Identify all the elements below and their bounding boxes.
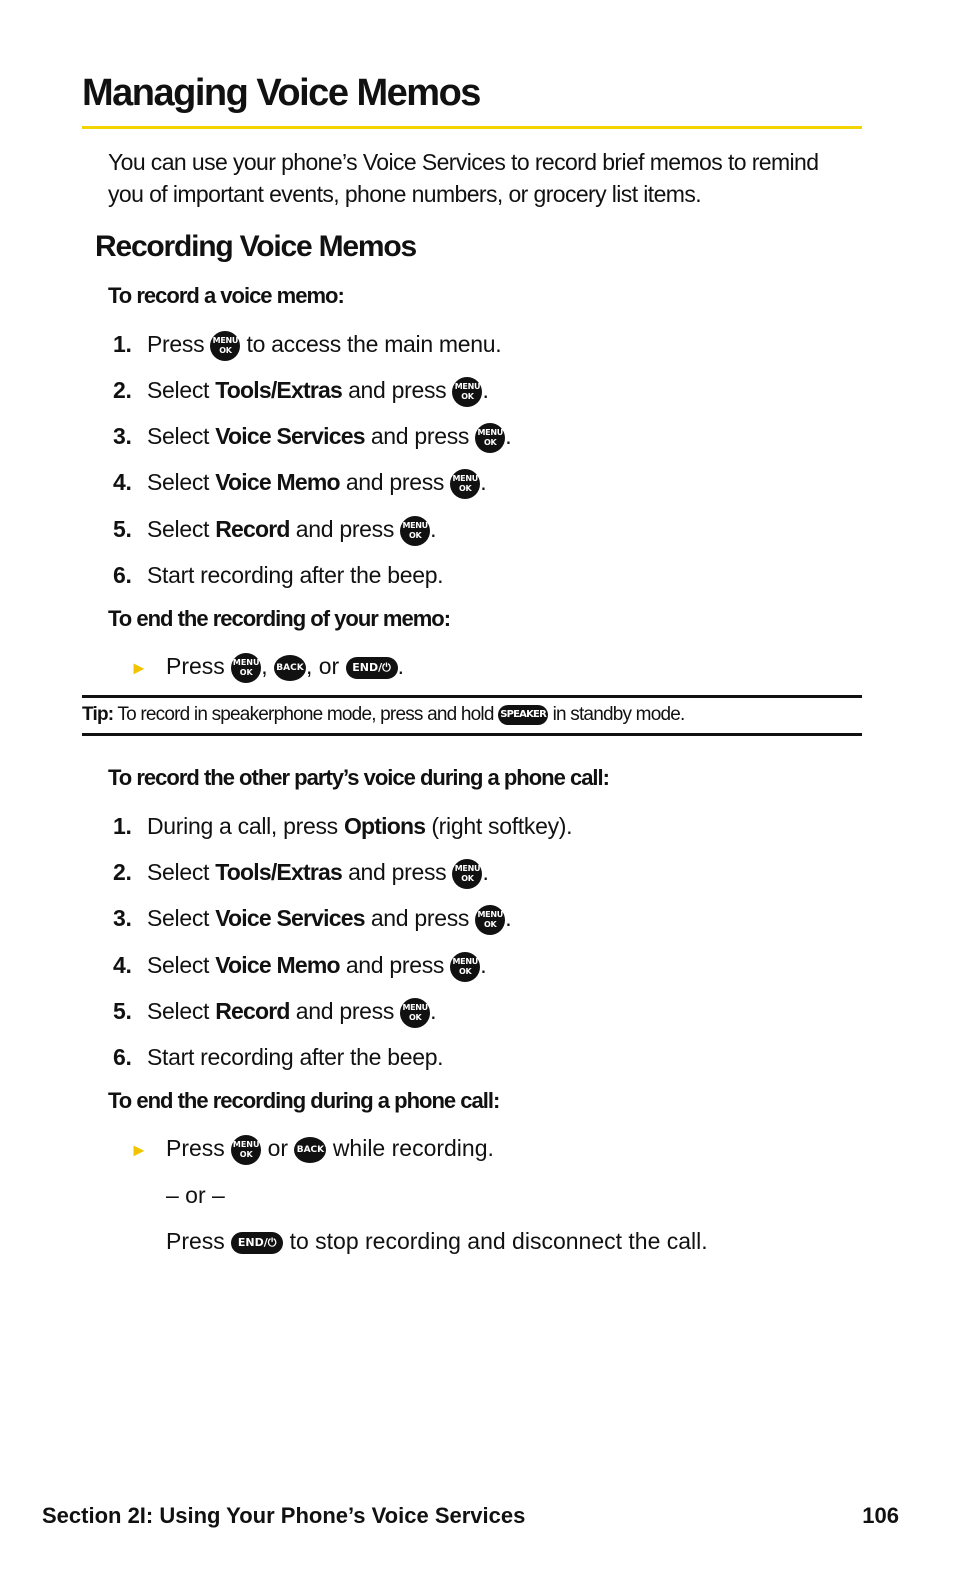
menu-ok-key-icon: MENU OK	[452, 859, 482, 889]
tip-top-rule	[82, 695, 862, 698]
bullet-text: , or	[305, 653, 340, 679]
bullet-text: ,	[261, 653, 268, 679]
title-underline	[82, 126, 862, 129]
step-text: (right softkey).	[431, 813, 573, 839]
end-key-icon: END/⏻	[231, 1232, 283, 1254]
menu-ok-key-icon: MENU OK	[231, 1135, 261, 1165]
step-text: and press	[348, 859, 447, 885]
end-key-icon: END/⏻	[346, 657, 398, 679]
menu-ok-key-icon: MENU OK	[210, 331, 240, 361]
step-number: 2.	[113, 859, 132, 885]
record-heading: To record a voice memo:	[108, 283, 344, 308]
page-title: Managing Voice Memos	[82, 72, 480, 114]
menu-ok-key-icon: MENU OK	[475, 905, 505, 935]
step-number: 4.	[113, 952, 132, 978]
step-text: Select	[147, 423, 210, 449]
tip-bottom-rule	[82, 733, 862, 736]
tip-text: To record in speakerphone mode, press and hold	[117, 704, 494, 725]
call-step-4	[113, 949, 486, 981]
tip-label: Tip:	[82, 704, 114, 725]
step-text: and press	[345, 952, 445, 978]
step-text: Select	[147, 377, 210, 403]
bullet-text: Press	[166, 653, 225, 679]
step-text: .	[430, 516, 437, 542]
step-text: Start recording after the beep.	[147, 562, 444, 588]
softkey-name: Options	[343, 813, 426, 839]
step-number: 5.	[113, 998, 132, 1024]
record-step-1	[113, 328, 501, 360]
bullet-text: or	[267, 1135, 289, 1161]
back-key-icon: BACK	[294, 1137, 326, 1163]
call-step-2	[113, 856, 489, 888]
intro-paragraph: You can use your phone’s Voice Services to record brief memos to remind you of important events, phone numbers, or grocery list items.	[108, 149, 819, 207]
footer-section: Section 2I: Using Your Phone’s Voice Services	[42, 1503, 526, 1528]
end-call-heading: To end the recording during a phone call:	[108, 1088, 500, 1113]
step-number: 6.	[113, 1044, 132, 1070]
step-text: Select	[147, 516, 210, 542]
back-key-icon: BACK	[274, 655, 306, 681]
step-text: and press	[295, 998, 395, 1024]
call-step-3	[113, 902, 511, 934]
menu-ok-key-icon: MENU OK	[450, 469, 480, 499]
step-text: During a call, press	[147, 813, 338, 839]
record-step-2	[113, 374, 489, 406]
section-title: Recording Voice Memos	[95, 230, 416, 263]
step-number: 2.	[113, 377, 132, 403]
menu-item-name: Tools/Extras	[215, 377, 342, 403]
step-text: and press	[348, 377, 447, 403]
step-text: .	[430, 998, 437, 1024]
footer-page-number: 106	[862, 1503, 899, 1528]
record-step-3	[113, 420, 511, 452]
end-call-bullet	[130, 1131, 494, 1165]
step-text: Select	[147, 952, 210, 978]
step-text: and press	[370, 905, 470, 931]
step-text: and press	[295, 516, 395, 542]
end-memo-bullet	[130, 649, 404, 683]
call-record-heading: To record the other party’s voice during a phone call:	[108, 765, 609, 790]
menu-ok-key-icon: MENU OK	[475, 423, 505, 453]
step-text: and press	[345, 469, 445, 495]
step-text: .	[480, 469, 487, 495]
menu-ok-key-icon: MENU OK	[400, 998, 430, 1028]
bullet-text: Press	[166, 1135, 225, 1161]
bullet-arrow-icon: ►	[130, 1140, 148, 1160]
step-number: 3.	[113, 423, 132, 449]
step-text: Select	[147, 469, 210, 495]
step-text: to access the main menu.	[246, 331, 502, 357]
step-text: Select	[147, 859, 210, 885]
step-number: 6.	[113, 562, 132, 588]
record-step-6	[113, 559, 443, 591]
alt-text: Press	[166, 1228, 225, 1254]
step-text: Press	[147, 331, 205, 357]
step-number: 1.	[113, 813, 132, 839]
step-text: Start recording after the beep.	[147, 1044, 444, 1070]
step-number: 1.	[113, 331, 132, 357]
or-separator: – or –	[166, 1182, 225, 1208]
menu-item-name: Voice Memo	[215, 469, 340, 495]
step-number: 3.	[113, 905, 132, 931]
speaker-key-icon: SPEAKER	[498, 705, 548, 725]
step-text: Select	[147, 998, 210, 1024]
step-text: and press	[370, 423, 470, 449]
menu-item-name: Tools/Extras	[215, 859, 342, 885]
call-step-5	[113, 995, 436, 1027]
menu-item-name: Voice Services	[215, 905, 365, 931]
record-step-4	[113, 466, 486, 498]
menu-item-name: Voice Services	[215, 423, 365, 449]
tip-text: in standby mode.	[552, 704, 685, 725]
menu-ok-key-icon: MENU OK	[400, 516, 430, 546]
menu-ok-key-icon: MENU OK	[450, 952, 480, 982]
menu-item-name: Record	[215, 516, 290, 542]
alt-text: to stop recording and disconnect the call.	[289, 1228, 708, 1254]
menu-item-name: Voice Memo	[215, 952, 340, 978]
end-memo-heading: To end the recording of your memo:	[108, 606, 451, 631]
bullet-arrow-icon: ►	[130, 658, 148, 678]
bullet-text: while recording.	[332, 1135, 494, 1161]
menu-ok-key-icon: MENU OK	[452, 377, 482, 407]
step-text: .	[505, 905, 512, 931]
step-text: .	[480, 952, 487, 978]
record-step-5	[113, 513, 436, 545]
alt-instruction	[166, 1224, 708, 1258]
bullet-text: .	[397, 653, 404, 679]
step-text: .	[482, 377, 489, 403]
step-number: 5.	[113, 516, 132, 542]
menu-ok-key-icon: MENU OK	[231, 653, 261, 683]
menu-item-name: Record	[215, 998, 290, 1024]
call-step-1	[113, 810, 572, 842]
call-step-6	[113, 1041, 443, 1073]
step-text: Select	[147, 905, 210, 931]
step-text: .	[505, 423, 512, 449]
step-number: 4.	[113, 469, 132, 495]
step-text: .	[482, 859, 489, 885]
tip-box	[82, 701, 684, 729]
